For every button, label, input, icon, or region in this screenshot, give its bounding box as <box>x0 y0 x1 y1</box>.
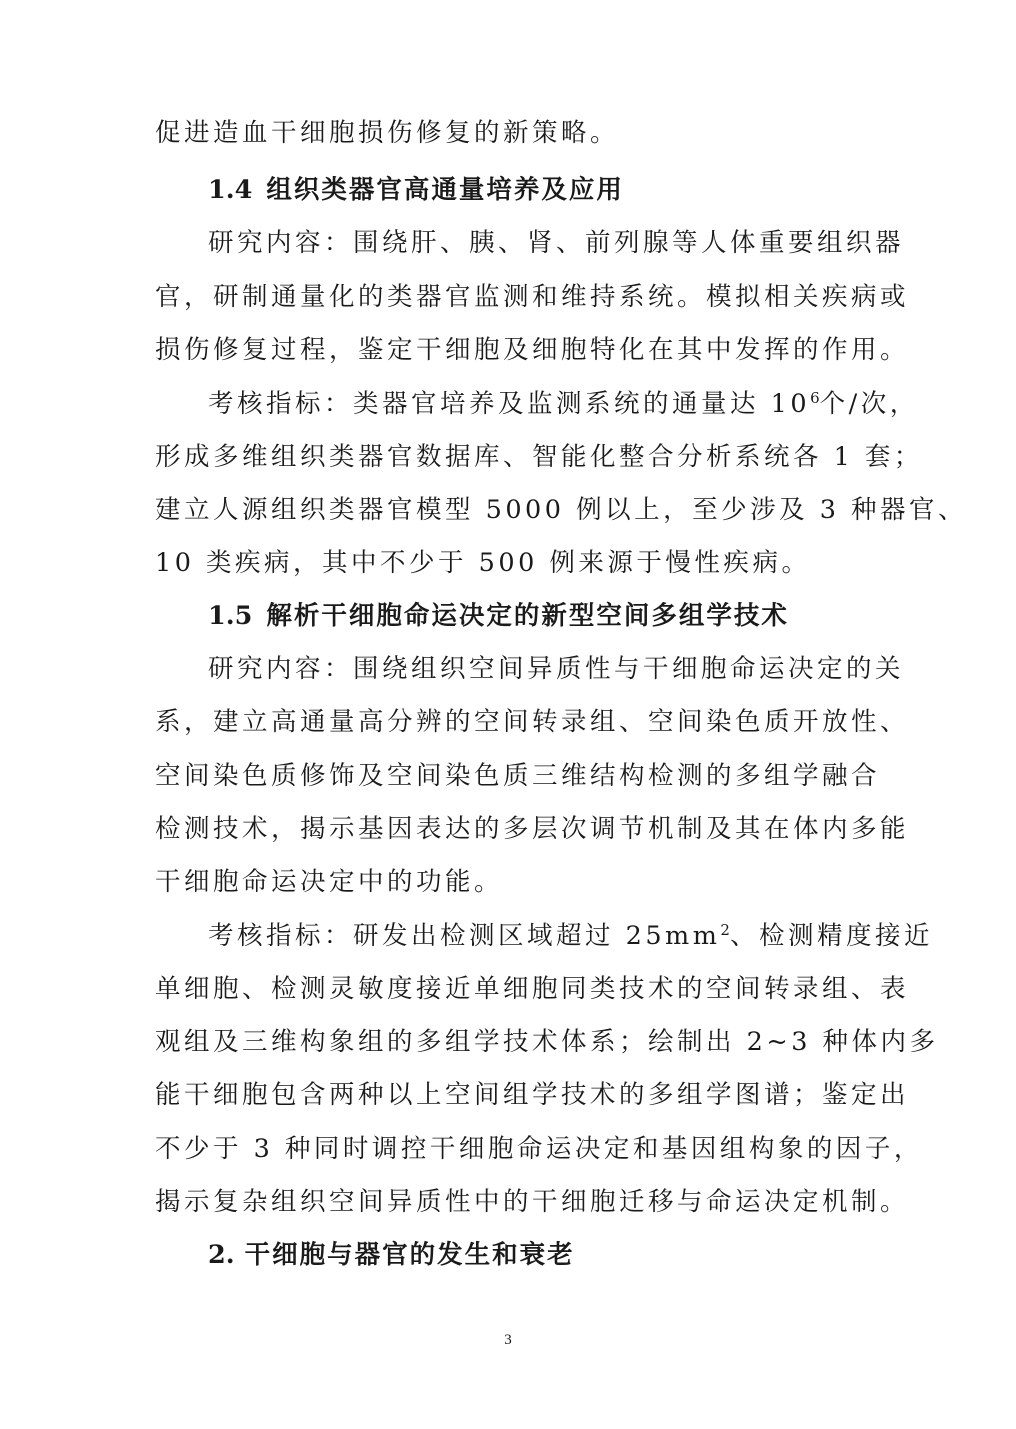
assess-text: 考核指标：类器官培养及监测系统的通量达 10 <box>208 389 811 419</box>
assess-text: 、检测精度接近 <box>729 921 933 951</box>
section-heading-1-5 <box>208 601 789 631</box>
paragraph-line: 研究内容：围绕肝、胰、肾、前列腺等人体重要组织器 <box>208 228 905 258</box>
paragraph-line: 不少于 3 种同时调控干细胞命运决定和基因组构象的因子， <box>155 1134 923 1164</box>
page-number: 3 <box>504 1332 512 1348</box>
paragraph-line: 损伤修复过程，鉴定干细胞及细胞特化在其中发挥的作用。 <box>155 335 910 365</box>
paragraph-line: 官，研制通量化的类器官监测和维持系统。模拟相关疾病或 <box>155 282 910 312</box>
superscript: 6 <box>810 389 820 407</box>
section-title: 干细胞与器官的发生和衰老 <box>244 1240 575 1270</box>
paragraph-line: 系，建立高通量高分辨的空间转录组、空间染色质开放性、 <box>155 707 910 737</box>
paragraph-line <box>208 921 933 951</box>
section-number: 2. <box>208 1240 235 1270</box>
paragraph-line: 建立人源组织类器官模型 5000 例以上，至少涉及 3 种器官、 <box>155 495 968 525</box>
paragraph-line: 空间染色质修饰及空间染色质三维结构检测的多组学融合 <box>155 761 881 791</box>
paragraph-line: 观组及三维构象组的多组学技术体系；绘制出 2~3 种体内多 <box>155 1027 939 1057</box>
assess-text: 考核指标：研发出检测区域超过 25mm <box>208 921 721 951</box>
section-title: 解析干细胞命运决定的新型空间多组学技术 <box>266 601 789 631</box>
paragraph-line: 能干细胞包含两种以上空间组学技术的多组学图谱；鉴定出 <box>155 1080 910 1110</box>
section-heading-1-4 <box>208 175 624 205</box>
paragraph-line: 促进造血干细胞损伤修复的新策略。 <box>155 118 620 148</box>
assess-text: 个/次， <box>819 389 919 419</box>
section-title: 组织类器官高通量培养及应用 <box>266 175 624 205</box>
paragraph-line: 形成多维组织类器官数据库、智能化整合分析系统各 1 套； <box>155 442 923 472</box>
paragraph-line: 干细胞命运决定中的功能。 <box>155 867 504 897</box>
section-heading-2 <box>208 1240 575 1270</box>
section-number: 1.4 <box>208 175 253 205</box>
paragraph-line <box>208 389 919 419</box>
paragraph-line: 揭示复杂组织空间异质性中的干细胞迁移与命运决定机制。 <box>155 1187 910 1217</box>
section-number: 1.5 <box>208 601 253 631</box>
paragraph-line: 检测技术，揭示基因表达的多层次调节机制及其在体内多能 <box>155 814 910 844</box>
paragraph-line: 单细胞、检测灵敏度接近单细胞同类技术的空间转录组、表 <box>155 974 910 1004</box>
paragraph-line: 研究内容：围绕组织空间异质性与干细胞命运决定的关 <box>208 654 905 684</box>
superscript: 2 <box>720 921 730 939</box>
paragraph-line: 10 类疾病，其中不少于 500 例来源于慢性疾病。 <box>155 548 811 578</box>
